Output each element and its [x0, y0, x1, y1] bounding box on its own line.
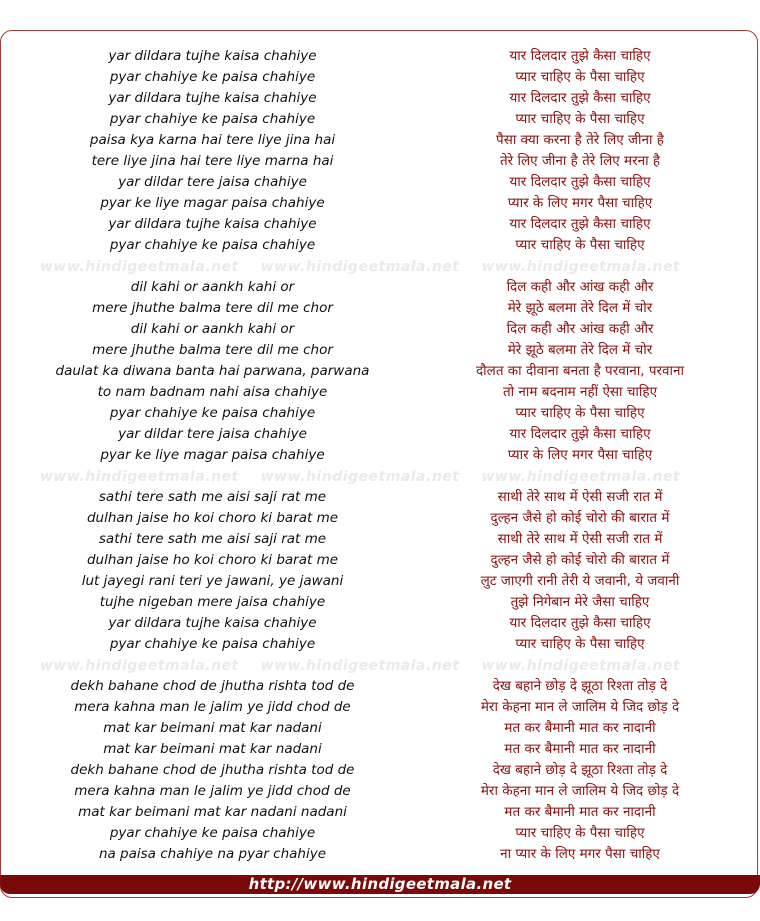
stanza-gap [0, 256, 425, 277]
lyric-line-hindi: यार दिलदार तुझे कैसा चाहिए [509, 48, 651, 64]
watermark-text: www.hindigeetmala.net [260, 469, 460, 485]
lyric-line-roman: mera kahna man le jalim ye jidd chod de [74, 699, 351, 715]
lyric-line-hindi: तेरे लिए जीना है तेरे लिए मरना है [499, 153, 661, 169]
watermark-text: www.hindigeetmala.net [481, 469, 681, 485]
lyric-line-hindi: प्यार के लिए मगर पैसा चाहिए [507, 447, 653, 463]
lyric-line-hindi: दुल्हन जैसे हो कोई चोरो की बारात में [490, 510, 670, 526]
lyrics-hindi-column [400, 46, 760, 865]
lyric-line-roman: yar dildara tujhe kaisa chahiye [108, 615, 317, 631]
lyric-line-hindi: प्यार चाहिए के पैसा चाहिए [515, 69, 645, 85]
lyric-line-roman: pyar chahiye ke paisa chahiye [109, 825, 316, 841]
lyric-line-roman: pyar chahiye ke paisa chahiye [109, 69, 316, 85]
lyric-line-roman: dekh bahane chod de jhutha rishta tod de [70, 762, 355, 778]
lyric-line-roman: sathi tere sath me aisi saji rat me [98, 531, 327, 547]
lyric-line-hindi: देख बहाने छोड़ दे झूठा रिश्ता तोड़ दे [492, 762, 668, 778]
lyric-line-roman: to nam badnam nahi aisa chahiye [97, 384, 328, 400]
lyric-line-roman: daulat ka diwana banta hai parwana, parwana [55, 363, 370, 379]
lyric-line-hindi: दुल्हन जैसे हो कोई चोरो की बारात में [490, 552, 670, 568]
lyric-line-roman: mera kahna man le jalim ye jidd chod de [74, 783, 351, 799]
lyric-line-hindi: मत कर बैमानी मात कर नादानी [504, 720, 656, 736]
lyric-line-hindi: प्यार चाहिए के पैसा चाहिए [515, 825, 645, 841]
lyric-line-roman: yar dildar tere jaisa chahiye [118, 174, 307, 190]
lyric-line-roman: pyar ke liye magar paisa chahiye [100, 195, 325, 211]
stanza-gap [400, 655, 760, 676]
lyric-line-hindi: मत कर बैमानी मात कर नादानी [504, 741, 656, 757]
lyric-line-hindi: देख बहाने छोड़ दे झूठा रिश्ता तोड़ दे [492, 678, 668, 694]
watermark-text: www.hindigeetmala.net [40, 658, 239, 674]
watermark-text: www.hindigeetmala.net [260, 259, 460, 275]
lyric-line-hindi: यार दिलदार तुझे कैसा चाहिए [509, 615, 651, 631]
stanza-gap [400, 256, 760, 277]
lyric-line-roman: dil kahi or aankh kahi or [130, 321, 295, 337]
lyric-line-hindi: साथी तेरे साथ में ऐसी सजी रात में [497, 531, 663, 547]
lyric-line-hindi: प्यार चाहिए के पैसा चाहिए [515, 111, 645, 127]
watermark-text: www.hindigeetmala.net [481, 259, 681, 275]
lyric-line-hindi: ना प्यार के लिए मगर पैसा चाहिए [500, 846, 660, 862]
lyric-line-roman: dekh bahane chod de jhutha rishta tod de [70, 678, 355, 694]
lyric-line-roman: pyar ke liye magar paisa chahiye [100, 447, 325, 463]
footer-url-link[interactable]: http://www.hindigeetmala.net [248, 875, 512, 893]
lyric-line-hindi: मेरे झूठे बलमा तेरे दिल में चोर [507, 342, 653, 358]
lyric-line-hindi: साथी तेरे साथ में ऐसी सजी रात में [497, 489, 663, 505]
lyric-line-roman: yar dildara tujhe kaisa chahiye [108, 48, 317, 64]
lyric-line-roman: mere jhuthe balma tere dil me chor [92, 300, 333, 316]
lyric-line-hindi: लुट जाएगी रानी तेरी ये जवानी, ये जवानी [480, 573, 680, 589]
lyric-line-hindi: दिल कही और आंख कही और [506, 321, 654, 337]
lyric-line-hindi: प्यार चाहिए के पैसा चाहिए [515, 405, 645, 421]
watermark-text: www.hindigeetmala.net [40, 259, 239, 275]
lyric-line-roman: dulhan jaise ho koi choro ki barat me [86, 510, 339, 526]
lyric-line-roman: pyar chahiye ke paisa chahiye [109, 636, 316, 652]
watermark-text: www.hindigeetmala.net [481, 658, 681, 674]
lyric-line-roman: mat kar beimani mat kar nadani nadani [78, 804, 347, 820]
lyric-line-roman: pyar chahiye ke paisa chahiye [109, 111, 316, 127]
footer-bar [0, 875, 760, 894]
lyric-line-hindi: दौलत का दीवाना बनता है परवाना, परवाना [476, 363, 684, 379]
lyric-line-roman: mere jhuthe balma tere dil me chor [92, 342, 333, 358]
lyric-line-hindi: मेरा केहना मान ले जालिम ये जिद छोड़ दे [480, 699, 680, 715]
lyric-line-roman: yar dildara tujhe kaisa chahiye [108, 90, 317, 106]
lyric-line-hindi: यार दिलदार तुझे कैसा चाहिए [509, 174, 651, 190]
lyric-line-roman: yar dildar tere jaisa chahiye [118, 426, 307, 442]
watermark-text: www.hindigeetmala.net [260, 658, 460, 674]
lyric-line-hindi: प्यार के लिए मगर पैसा चाहिए [507, 195, 653, 211]
lyric-line-roman: pyar chahiye ke paisa chahiye [109, 405, 316, 421]
lyric-line-roman: pyar chahiye ke paisa chahiye [109, 237, 316, 253]
lyric-line-hindi: मेरे झूठे बलमा तेरे दिल में चोर [507, 300, 653, 316]
lyrics-roman-column [0, 46, 425, 865]
lyric-line-hindi: यार दिलदार तुझे कैसा चाहिए [509, 90, 651, 106]
lyric-line-hindi: प्यार चाहिए के पैसा चाहिए [515, 636, 645, 652]
lyric-line-hindi: मत कर बैमानी मात कर नादानी [504, 804, 656, 820]
lyric-line-roman: tere liye jina hai tere liye marna hai [91, 153, 334, 169]
watermark-text: www.hindigeetmala.net [40, 469, 239, 485]
lyric-line-hindi: तो नाम बदनाम नहीं ऐसा चाहिए [502, 384, 658, 400]
lyric-line-roman: lut jayegi rani teri ye jawani, ye jawani [81, 573, 344, 589]
stanza-gap [0, 655, 425, 676]
lyric-line-roman: paisa kya karna hai tere liye jina hai [89, 132, 336, 148]
lyric-line-roman: sathi tere sath me aisi saji rat me [98, 489, 327, 505]
stanza-gap [0, 466, 425, 487]
lyric-line-roman: mat kar beimani mat kar nadani [103, 741, 322, 757]
lyric-line-roman: tujhe nigeban mere jaisa chahiye [99, 594, 326, 610]
lyric-line-roman: dulhan jaise ho koi choro ki barat me [86, 552, 339, 568]
lyric-line-hindi: प्यार चाहिए के पैसा चाहिए [515, 237, 645, 253]
lyric-line-roman: na paisa chahiye na pyar chahiye [98, 846, 327, 862]
stanza-gap [400, 466, 760, 487]
lyric-line-hindi: यार दिलदार तुझे कैसा चाहिए [509, 426, 651, 442]
lyric-line-hindi: तुझे निगेबान मेरे जैसा चाहिए [510, 594, 650, 610]
lyric-line-hindi: यार दिलदार तुझे कैसा चाहिए [509, 216, 651, 232]
lyric-line-roman: yar dildara tujhe kaisa chahiye [108, 216, 317, 232]
lyric-line-hindi: दिल कही और आंख कही और [506, 279, 654, 295]
lyric-line-roman: mat kar beimani mat kar nadani [103, 720, 322, 736]
lyric-line-hindi: मेरा केहना मान ले जालिम ये जिद छोड़ दे [480, 783, 680, 799]
lyric-line-hindi: पैसा क्या करना है तेरे लिए जीना है [496, 132, 664, 148]
lyric-line-roman: dil kahi or aankh kahi or [130, 279, 295, 295]
